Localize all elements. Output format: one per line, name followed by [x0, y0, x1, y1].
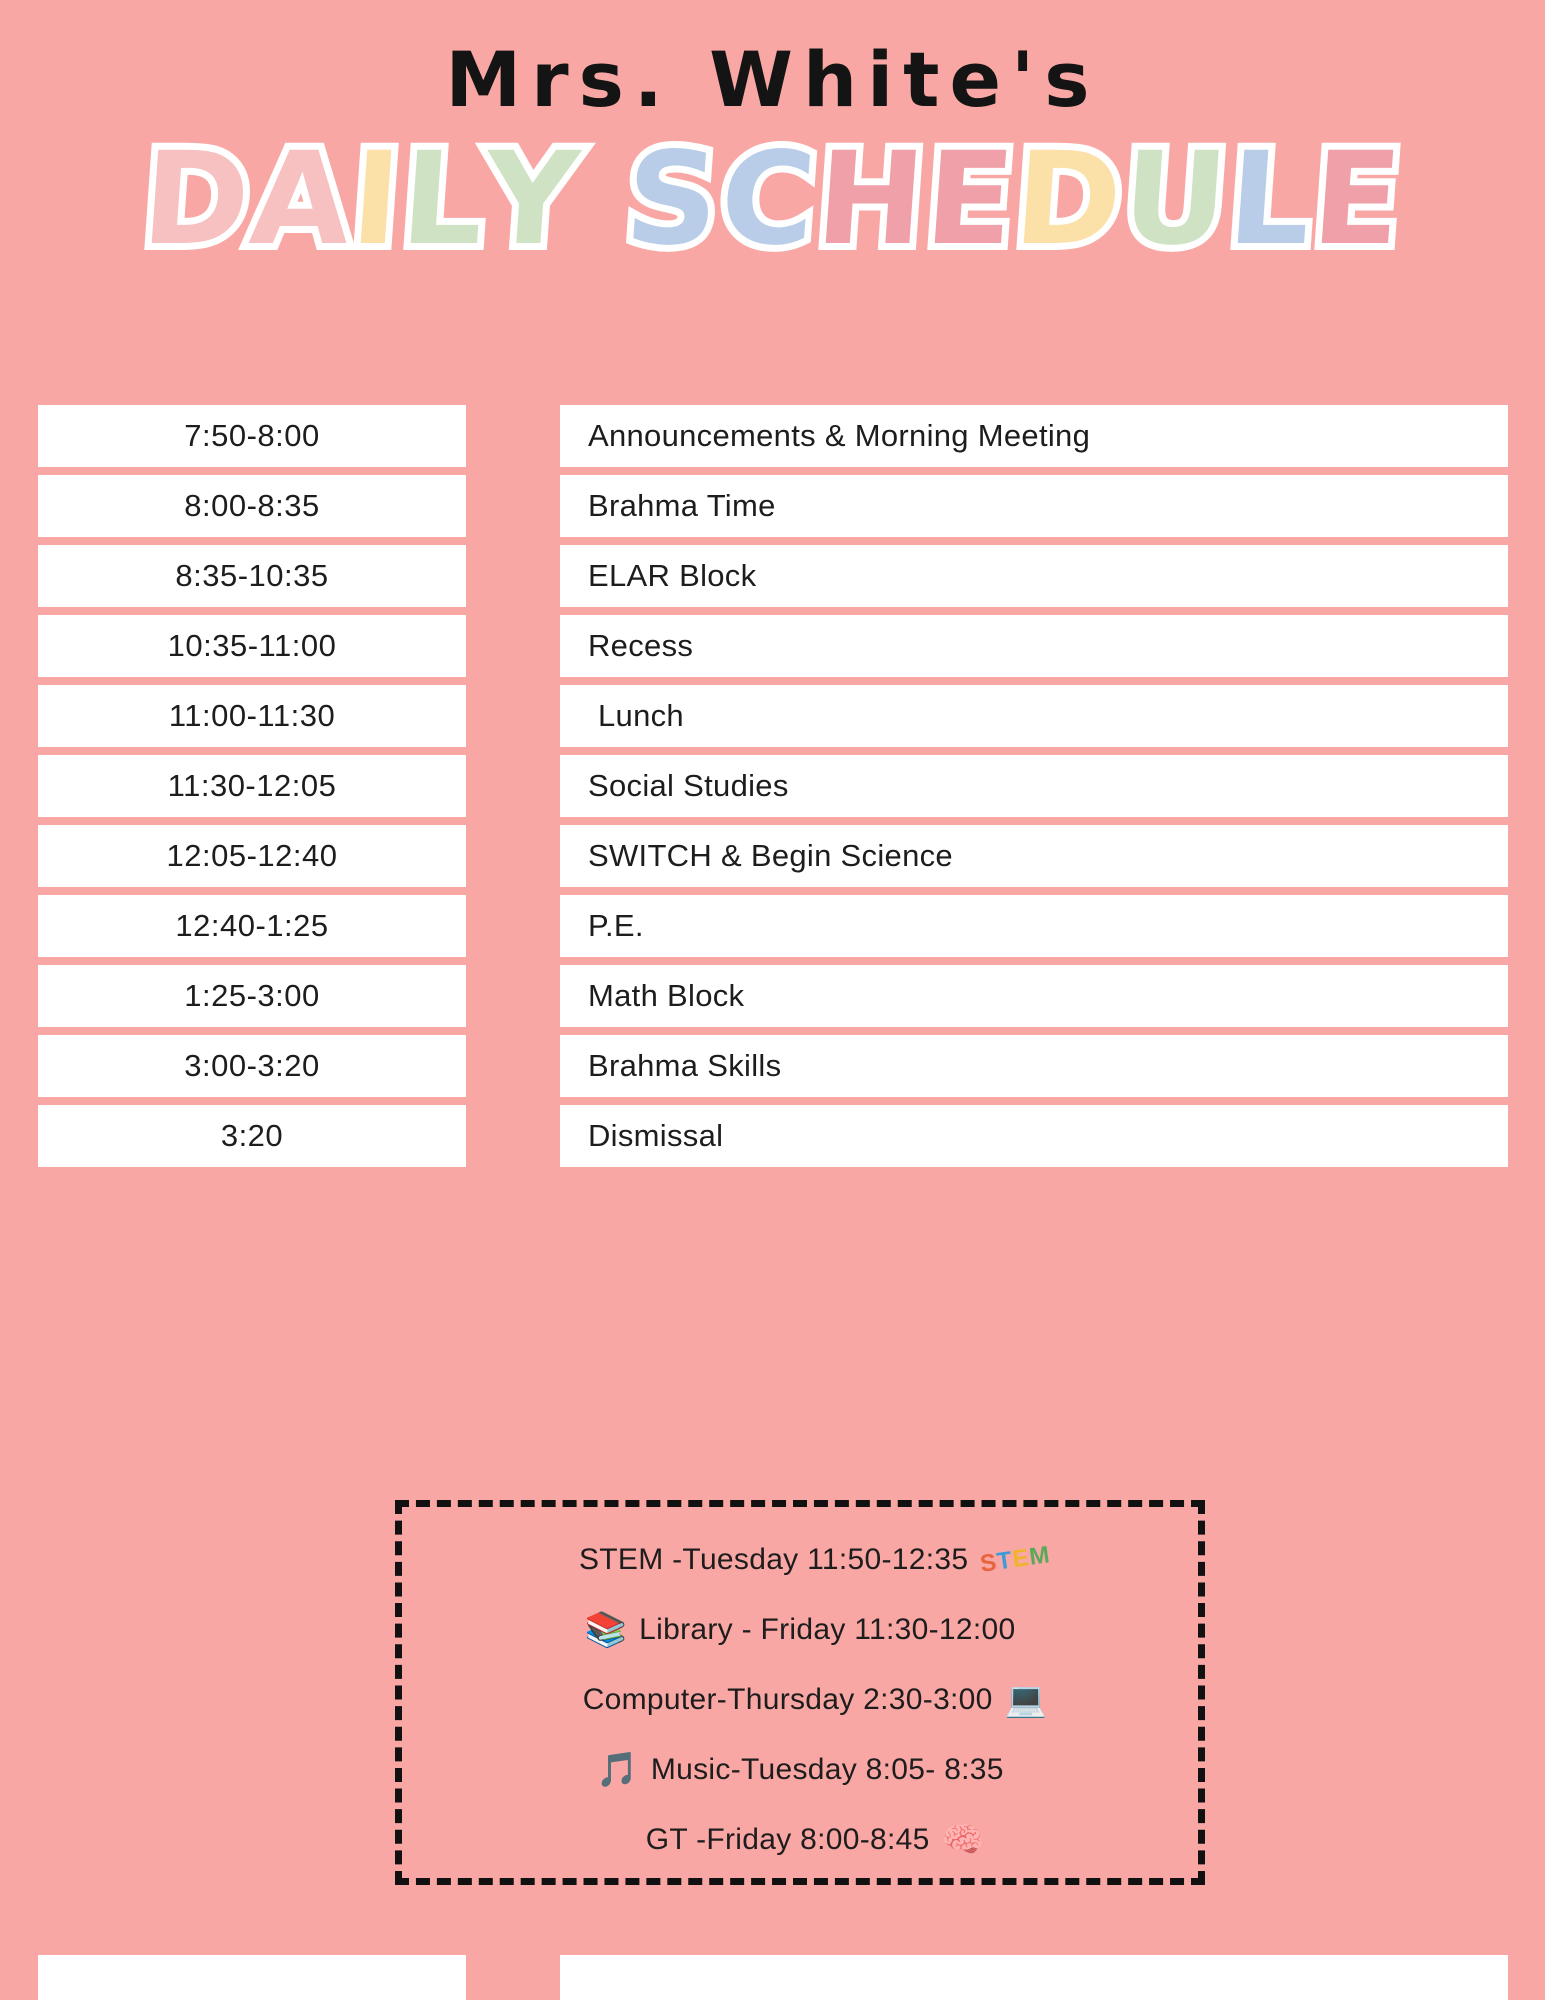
schedule-time-empty	[38, 1955, 466, 2000]
schedule-task: Social Studies	[560, 755, 1508, 817]
special-item-computer	[428, 1665, 1172, 1735]
table-row	[38, 1955, 1508, 2000]
table-row	[38, 685, 1508, 747]
column-gap	[466, 1105, 560, 1167]
stem-badge-icon: STEM	[978, 1541, 1053, 1578]
table-row	[38, 1035, 1508, 1097]
column-gap	[466, 475, 560, 537]
page-title-owner: Mrs. White's	[445, 35, 1100, 124]
column-gap	[466, 405, 560, 467]
column-gap	[466, 1955, 560, 2000]
laptop-icon: 💻	[1004, 1681, 1048, 1719]
column-gap	[466, 965, 560, 1027]
schedule-task: Brahma Skills	[560, 1035, 1508, 1097]
table-row	[38, 895, 1508, 957]
table-row	[38, 1105, 1508, 1167]
table-row	[38, 615, 1508, 677]
schedule-task: Dismissal	[560, 1105, 1508, 1167]
special-label: Music-Tuesday 8:05- 8:35	[650, 1753, 1004, 1786]
schedule-task: Lunch	[560, 685, 1508, 747]
column-gap	[466, 615, 560, 677]
special-item-library	[428, 1595, 1172, 1665]
table-row	[38, 545, 1508, 607]
table-row	[38, 405, 1508, 467]
brain-icon: 🧠	[941, 1821, 985, 1859]
schedule-time: 3:20	[38, 1105, 466, 1167]
schedule-task: Brahma Time	[560, 475, 1508, 537]
column-gap	[466, 755, 560, 817]
column-gap	[466, 825, 560, 887]
schedule-time: 12:40-1:25	[38, 895, 466, 957]
special-label: STEM -Tuesday 11:50-12:35	[578, 1543, 969, 1576]
schedule-task-empty	[560, 1955, 1508, 2000]
special-label: Library - Friday 11:30-12:00	[639, 1613, 1016, 1646]
schedule-time: 12:05-12:40	[38, 825, 466, 887]
special-label: Computer-Thursday 2:30-3:00	[582, 1683, 993, 1716]
schedule-time: 8:00-8:35	[38, 475, 466, 537]
column-gap	[466, 895, 560, 957]
special-label: GT -Friday 8:00-8:45	[645, 1823, 930, 1856]
schedule-time: 1:25-3:00	[38, 965, 466, 1027]
schedule-time: 3:00-3:20	[38, 1035, 466, 1097]
table-row	[38, 825, 1508, 887]
page-header	[0, 0, 1545, 274]
schedule-time: 7:50-8:00	[38, 405, 466, 467]
schedule-task: ELAR Block	[560, 545, 1508, 607]
table-row	[38, 755, 1508, 817]
schedule-time: 11:30-12:05	[38, 755, 466, 817]
special-item-gt	[428, 1805, 1172, 1875]
schedule-task: SWITCH & Begin Science	[560, 825, 1508, 887]
special-item-music	[428, 1735, 1172, 1805]
schedule-task: Math Block	[560, 965, 1508, 1027]
schedule-task: Recess	[560, 615, 1508, 677]
specials-box	[395, 1500, 1205, 1885]
table-row	[38, 475, 1508, 537]
column-gap	[466, 545, 560, 607]
special-item-stem	[428, 1525, 1172, 1595]
schedule-task: P.E.	[560, 895, 1508, 957]
books-icon: 📚	[584, 1611, 628, 1649]
table-row	[38, 965, 1508, 1027]
column-gap	[466, 1035, 560, 1097]
schedule-time: 8:35-10:35	[38, 545, 466, 607]
schedule-table	[38, 405, 1508, 1175]
schedule-task: Announcements & Morning Meeting	[560, 405, 1508, 467]
schedule-time: 11:00-11:30	[38, 685, 466, 747]
schedule-time: 10:35-11:00	[38, 615, 466, 677]
column-gap	[466, 685, 560, 747]
music-note-icon: 🎵	[596, 1751, 639, 1789]
page-title-main: DAILY SCHEDULE	[137, 124, 1408, 274]
